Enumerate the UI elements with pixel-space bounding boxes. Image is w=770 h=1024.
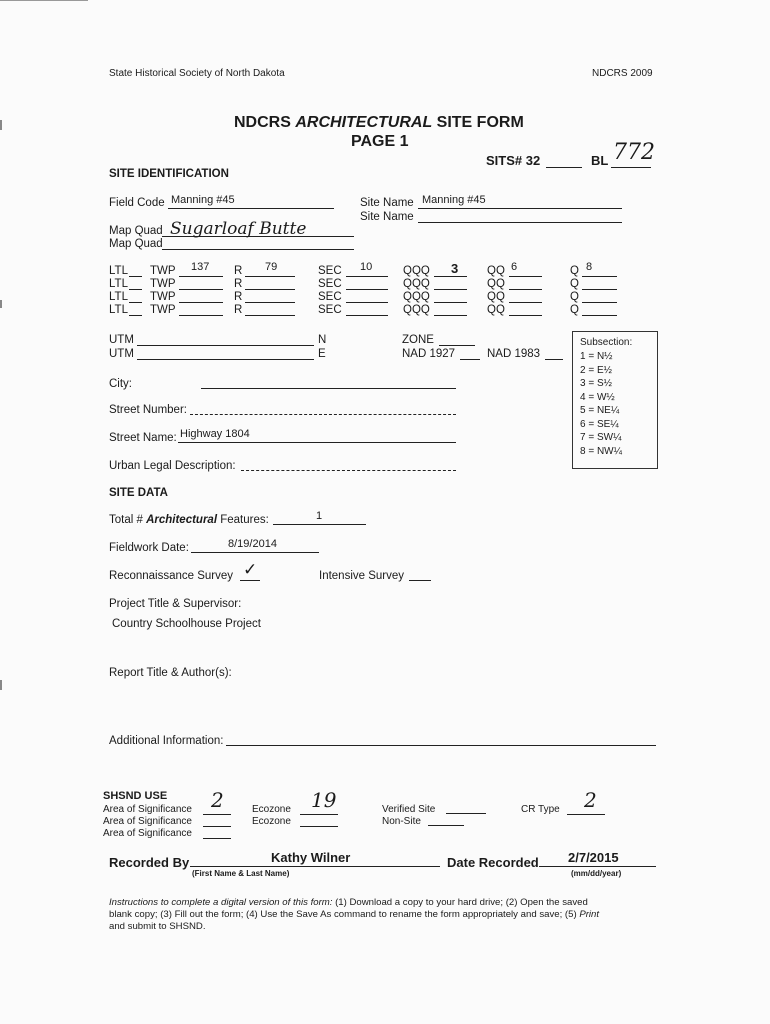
intensive-survey-line — [409, 580, 431, 581]
legal-twp-line — [179, 276, 223, 277]
total-features-value: 1 — [316, 510, 323, 522]
street-name-label: Street Name: — [109, 432, 177, 444]
check-icon: ✓ — [243, 560, 258, 579]
street-number-line — [190, 414, 456, 415]
nad1983-label: NAD 1983 — [487, 348, 541, 360]
utm-label: UTM — [109, 334, 134, 346]
legal-ltl-line — [129, 315, 142, 316]
form-title: NDCRS ARCHITECTURAL SITE FORM — [234, 114, 524, 131]
date-recorded-line — [539, 866, 656, 867]
project-title-value: Country Schoolhouse Project — [112, 618, 261, 630]
legal-ltl-label: LTL — [109, 278, 128, 290]
legal-sec-line — [346, 315, 388, 316]
scan-edge-line — [0, 0, 88, 1]
legal-qqq-line — [434, 289, 467, 290]
legal-qqq-line — [434, 315, 467, 316]
subsection-item: 5 = NE¼ — [580, 405, 620, 416]
total-features-label: Total # Architectural Features: — [109, 514, 269, 526]
verified-site-line — [446, 813, 486, 814]
subsection-item: 3 = S½ — [580, 378, 612, 389]
legal-q-line — [582, 302, 617, 303]
recorded-by-line — [190, 866, 440, 867]
legal-qq-line — [509, 315, 542, 316]
subsection-legend — [572, 331, 658, 469]
area-significance-label: Area of Significance — [103, 804, 192, 815]
instructions-lead: Instructions to complete a digital version of this form: — [109, 897, 333, 908]
cr-type-label: CR Type — [521, 804, 560, 815]
legal-ltl-line — [129, 289, 142, 290]
bl-blank — [611, 167, 651, 168]
legal-sec-value: 10 — [360, 261, 373, 273]
org-name: State Historical Society of North Dakota — [109, 68, 285, 79]
subsection-items — [580, 350, 622, 458]
legal-twp-label: TWP — [150, 265, 176, 277]
legal-sec-label: SEC — [318, 265, 342, 277]
intensive-survey-label: Intensive Survey — [319, 570, 405, 582]
map-quad-2-line — [162, 249, 354, 250]
area-significance-line — [203, 814, 231, 815]
field-code-line — [168, 208, 334, 209]
legal-qq-line — [509, 302, 542, 303]
legal-twp-line — [179, 302, 223, 303]
legal-r-line — [245, 302, 295, 303]
legal-ltl-line — [129, 302, 142, 303]
legal-sec-label: SEC — [318, 291, 342, 303]
site-data-heading: SITE DATA — [109, 487, 168, 499]
site-name-2-label: Site Name — [360, 211, 414, 223]
date-recorded-label: Date Recorded — [447, 855, 539, 870]
ecozone-value: 19 — [311, 788, 337, 812]
legal-qqq-line — [434, 276, 467, 277]
ecozone-line-2 — [300, 826, 338, 827]
subsection-item: 2 = E½ — [580, 364, 612, 376]
subsection-title: Subsection: — [580, 337, 633, 348]
report-title-label: Report Title & Author(s): — [109, 667, 232, 679]
cr-type-value: 2 — [584, 788, 597, 812]
legal-ltl-label: LTL — [109, 265, 128, 277]
legal-r-value: 79 — [265, 261, 278, 273]
legal-twp-label: TWP — [150, 291, 176, 303]
city-line — [201, 388, 456, 389]
legal-qq-value: 6 — [511, 261, 518, 273]
shsnd-use-heading: SHSND USE — [103, 790, 168, 802]
recon-survey-label: Reconnaissance Survey — [109, 570, 234, 582]
field-code-value: Manning #45 — [171, 194, 235, 206]
legal-twp-value: 137 — [191, 261, 210, 273]
area-significance-value: 2 — [211, 788, 224, 812]
legal-qqq-line — [434, 302, 467, 303]
legal-q-value: 8 — [586, 261, 593, 273]
instructions-text: Instructions to complete a digital version of this form: (1) Download a copy to your hard drive; (2) Open the saved blank copy; (3) Fill out the form; (4) Use the Save As command to rename the form appropriately and save; (5) Print and submit to SHSND. — [109, 897, 600, 932]
legal-r-label: R — [234, 278, 243, 290]
legal-qqq-label: QQQ — [403, 265, 430, 277]
legal-qq-line — [509, 289, 542, 290]
legal-qqq-label: QQQ — [403, 304, 430, 316]
street-name-value: Highway 1804 — [180, 428, 250, 440]
subsection-item: 4 = W½ — [580, 391, 615, 403]
legal-r-label: R — [234, 304, 243, 316]
non-site-line — [428, 825, 464, 826]
urban-legal-label: Urban Legal Description: — [109, 460, 236, 472]
form-code: NDCRS 2009 — [592, 68, 653, 79]
fieldwork-date-value: 8/19/2014 — [228, 538, 277, 550]
utm-n-line — [137, 345, 314, 346]
date-recorded-value: 2/7/2015 — [568, 850, 619, 865]
nad1983-line — [545, 359, 563, 360]
area-significance-label-2: Area of Significance — [103, 816, 192, 827]
legal-ltl-label: LTL — [109, 304, 128, 316]
recon-survey-line — [240, 580, 260, 581]
scan-edge-mark — [0, 680, 2, 690]
subsection-item: 8 = NW¼ — [580, 445, 622, 457]
subsection-item: 1 = N½ — [580, 351, 613, 362]
legal-qq-label: QQ — [487, 265, 505, 277]
street-name-line — [178, 442, 456, 443]
legal-sec-label: SEC — [318, 278, 342, 290]
legal-qq-line — [509, 276, 542, 277]
legal-r-label: R — [234, 291, 243, 303]
area-significance-line-3 — [203, 838, 231, 839]
area-significance-line-2 — [203, 826, 231, 827]
sits-blank — [546, 167, 582, 168]
legal-q-label: Q — [570, 291, 579, 303]
map-quad-2-label: Map Quad — [109, 238, 163, 250]
area-significance-label-3: Area of Significance — [103, 828, 192, 839]
legal-qqq-value: 3 — [451, 261, 459, 276]
cr-type-line — [567, 814, 605, 815]
legal-qq-label: QQ — [487, 278, 505, 290]
map-quad-label: Map Quad — [109, 225, 163, 237]
scan-edge-mark — [0, 300, 2, 308]
scan-edge-mark — [0, 120, 2, 130]
legal-q-line — [582, 276, 617, 277]
legal-ltl-line — [129, 276, 142, 277]
ecozone-line — [300, 814, 338, 815]
legal-twp-line — [179, 315, 223, 316]
legal-r-line — [245, 315, 295, 316]
project-title-label: Project Title & Supervisor: — [109, 598, 242, 610]
map-quad-value: Sugarloaf Butte — [170, 219, 307, 239]
ecozone-label-2: Ecozone — [252, 816, 291, 827]
recorded-by-caption: (First Name & Last Name) — [192, 869, 290, 878]
non-site-label: Non-Site — [382, 816, 421, 827]
utm-n-label: N — [318, 334, 327, 346]
legal-q-line — [582, 315, 617, 316]
field-code-label: Field Code — [109, 197, 165, 209]
nad1927-label: NAD 1927 — [402, 348, 456, 360]
utm-e-label: E — [318, 348, 326, 360]
zone-line — [439, 345, 475, 346]
date-recorded-caption: (mm/dd/year) — [571, 869, 622, 878]
additional-info-line — [226, 745, 656, 746]
legal-qq-label: QQ — [487, 291, 505, 303]
bl-label: BL — [591, 153, 609, 168]
verified-site-label: Verified Site — [382, 804, 436, 815]
legal-sec-label: SEC — [318, 304, 342, 316]
legal-sec-line — [346, 276, 388, 277]
site-name-2-line — [418, 222, 622, 223]
site-identification-heading: SITE IDENTIFICATION — [109, 168, 229, 180]
fieldwork-date-label: Fieldwork Date: — [109, 542, 189, 554]
page-number: PAGE 1 — [351, 133, 409, 150]
subsection-item: 6 = SE¼ — [580, 418, 619, 430]
bl-value: 772 — [613, 140, 655, 165]
legal-r-line — [245, 289, 295, 290]
legal-twp-line — [179, 289, 223, 290]
utm-e-line — [137, 359, 314, 360]
total-features-line — [273, 524, 366, 525]
legal-qqq-label: QQQ — [403, 278, 430, 290]
legal-qqq-label: QQQ — [403, 291, 430, 303]
street-number-label: Street Number: — [109, 404, 187, 416]
legal-q-label: Q — [570, 265, 579, 277]
site-name-label: Site Name — [360, 197, 414, 209]
recorded-by-value: Kathy Wilner — [271, 850, 351, 865]
legal-qq-label: QQ — [487, 304, 505, 316]
legal-q-line — [582, 289, 617, 290]
site-name-line — [418, 208, 622, 209]
site-name-value: Manning #45 — [422, 194, 486, 206]
legal-sec-line — [346, 289, 388, 290]
legal-r-label: R — [234, 265, 243, 277]
legal-sec-line — [346, 302, 388, 303]
legal-q-label: Q — [570, 278, 579, 290]
fieldwork-date-line — [191, 552, 319, 553]
urban-legal-line — [241, 470, 456, 471]
nad1927-line — [460, 359, 480, 360]
additional-info-label: Additional Information: — [109, 735, 224, 747]
utm-label-2: UTM — [109, 348, 134, 360]
ecozone-label: Ecozone — [252, 804, 291, 815]
legal-r-line — [245, 276, 295, 277]
zone-label: ZONE — [402, 334, 434, 346]
recorded-by-label: Recorded By — [109, 855, 190, 870]
legal-q-label: Q — [570, 304, 579, 316]
legal-twp-label: TWP — [150, 278, 176, 290]
legal-twp-label: TWP — [150, 304, 176, 316]
legal-ltl-label: LTL — [109, 291, 128, 303]
subsection-item: 7 = SW¼ — [580, 432, 622, 443]
sits-label: SITS# 32 — [486, 153, 541, 168]
city-label: City: — [109, 378, 132, 390]
